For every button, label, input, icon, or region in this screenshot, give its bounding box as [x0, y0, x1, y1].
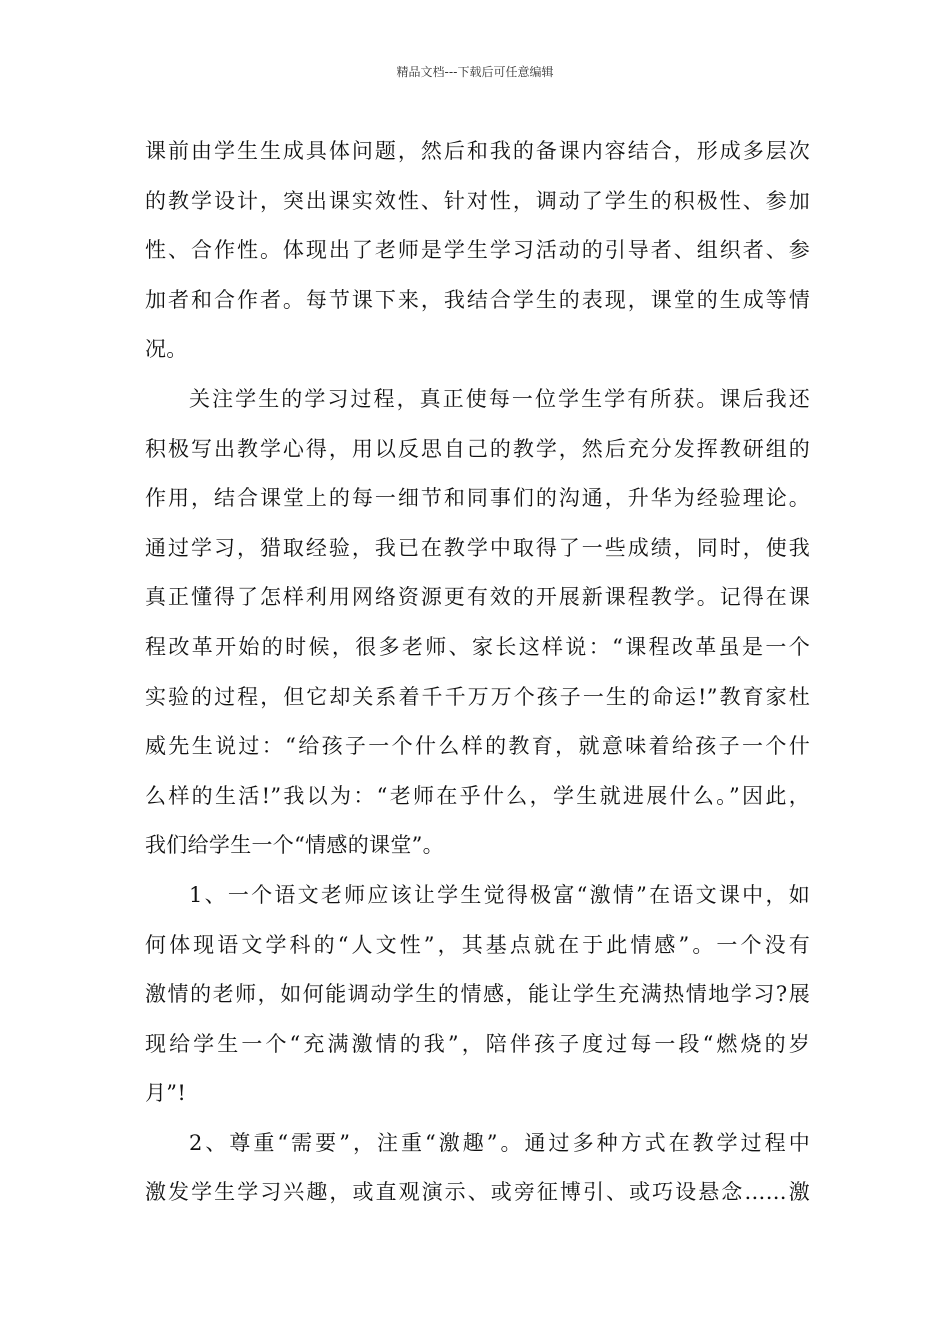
text-line: 我们给学生一个“情感的课堂”。 — [145, 833, 444, 858]
text-line: 么样的生活!”我以为：“老师在乎什么，学生就进展什么。”因此， — [145, 783, 810, 808]
text-line: 2、尊重“需要”，注重“激趣”。通过多种方式在教学过程中 — [189, 1130, 810, 1155]
paragraph-3 — [145, 871, 810, 1119]
text-line: 1、一个语文老师应该让学生觉得极富“激情”在语文课中，如 — [189, 882, 810, 907]
text-line: 关注学生的学习过程，真正使每一位学生学有所获。课后我还 — [189, 386, 810, 411]
text-line: 通过学习，猎取经验，我已在教学中取得了一些成绩，同时，使我 — [145, 535, 810, 560]
paragraph-2 — [145, 375, 810, 871]
text-line: 月”! — [145, 1081, 187, 1106]
text-line: 现给学生一个“充满激情的我”，陪伴孩子度过每一段“燃烧的岁 — [145, 1031, 810, 1056]
text-line: 作用，结合课堂上的每一细节和同事们的沟通，升华为经验理论。 — [145, 486, 810, 511]
text-line: 激发学生学习兴趣，或直观演示、或旁征博引、或巧设悬念……激 — [145, 1180, 810, 1205]
text-line: 加者和合作者。每节课下来，我结合学生的表现，课堂的生成等情 — [145, 287, 810, 312]
text-line: 何体现语文学科的“人文性”，其基点就在于此情感”。一个没有 — [145, 932, 810, 957]
text-line: 况。 — [145, 337, 188, 362]
text-line: 威先生说过：“给孩子一个什么样的教育，就意味着给孩子一个什 — [145, 734, 810, 759]
page-header: 精品文档---下载后可任意编辑 — [396, 65, 554, 79]
text-line: 实验的过程，但它却关系着千千万万个孩子一生的命运!”教育家杜 — [145, 684, 810, 709]
text-line: 积极写出教学心得，用以反思自己的教学，然后充分发挥教研组的 — [145, 436, 810, 461]
text-line: 性、合作性。体现出了老师是学生学习活动的引导者、组织者、参 — [145, 238, 810, 263]
text-line: 真正懂得了怎样利用网络资源更有效的开展新课程教学。记得在课 — [145, 585, 810, 610]
paragraph-4 — [145, 1119, 810, 1218]
text-line: 激情的老师，如何能调动学生的情感，能让学生充满热情地学习?展 — [145, 982, 810, 1007]
text-line: 的教学设计，突出课实效性、针对性，调动了学生的积极性、参加 — [145, 188, 810, 213]
text-line: 课前由学生生成具体问题，然后和我的备课内容结合，形成多层次 — [145, 139, 810, 163]
text-line: 程改革开始的时候，很多老师、家长这样说：“课程改革虽是一个 — [145, 634, 810, 659]
paragraph-1 — [145, 127, 810, 375]
document-body — [145, 127, 810, 1218]
